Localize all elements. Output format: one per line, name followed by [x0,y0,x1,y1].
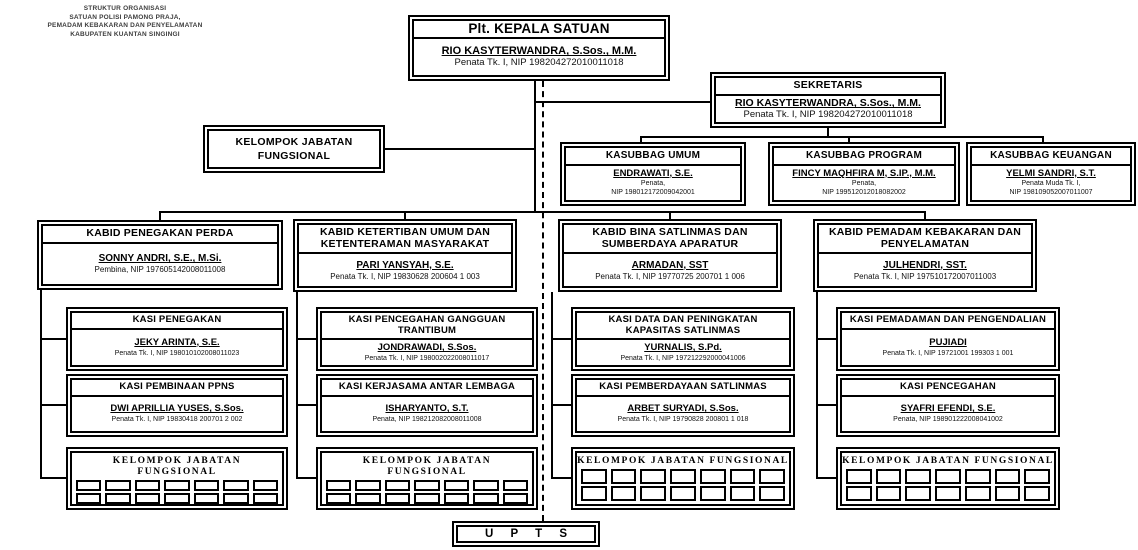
grid-cell [164,480,189,491]
grid-cell [253,493,278,504]
connector-line [816,292,818,479]
grid-cell [223,493,248,504]
grid-cell [414,493,439,504]
connector-line [551,292,553,479]
document-title-line: SATUAN POLISI PAMONG PRAJA, [69,13,181,21]
grid-cell [905,469,931,484]
grid-cell [759,486,785,501]
person-rank-nip: Penata Tk. I, NIP 19770725 200701 1 006 [595,271,745,281]
node-title: KASI PEMADAMAN DAN PENGENDALIAN [842,313,1054,330]
grid-cell [385,480,410,491]
connector-line [40,290,42,479]
person-name: JONDRAWADI, S.Sos. [377,342,477,353]
node-title: KABID PEMADAM KEBAKARAN DAN PENYELAMATAN [819,225,1031,254]
grid-cell [640,469,666,484]
grid-cell [76,493,101,504]
connector-line [816,477,836,479]
node-title: KASUBBAG UMUM [566,148,740,166]
grid-cell [700,486,726,501]
node-frame [70,378,284,433]
node-frame [840,311,1056,367]
grid-cell [640,486,666,501]
grid-cell [846,486,872,501]
document-title-line: STRUKTUR ORGANISASI [83,5,167,12]
person-name: PARI YANSYAH, S.E. [356,259,454,271]
person-rank-nip: Penata Tk. I, NIP 19790828 200801 1 018 [617,416,749,424]
node-kasi-pembinaan-ppns [66,374,288,437]
node-kelompok-fungsional-col2 [316,447,538,510]
node-title: KASUBBAG PROGRAM [774,148,954,166]
node-kasi-data-peningkatan-kapasitas [571,307,795,371]
person-rank-nip: Penata Tk. I, NIP 198010102008011023 [114,349,240,357]
grid-cell [326,493,351,504]
person-name: ARMADAN, SST [631,259,709,271]
node-title: KASI PENCEGAHAN [842,380,1054,397]
node-frame [297,223,513,288]
grid-cell [905,486,931,501]
node-kasubbag-program [768,142,960,206]
connector-line [296,477,316,479]
person-rank-nip: Pembina, NIP 197605142008011008 [94,265,226,275]
connector-line [536,101,710,103]
node-sekretaris [710,72,946,128]
node-kelompok-fungsional-col3 [571,447,795,510]
node-title: KASI KERJASAMA ANTAR LEMBAGA [322,380,532,397]
node-title: KELOMPOK JABATAN FUNGSIONAL [235,136,353,162]
node-frame [564,146,742,202]
functional-grid [322,480,532,507]
grid-cell [444,493,469,504]
node-kelompok-fungsional-col4 [836,447,1060,510]
person-rank-nip: Penata Tk. I, NIP 198204272010011018 [454,57,624,69]
node-title: KELOMPOK JABATAN FUNGSIONAL [362,456,492,477]
node-frame [817,223,1033,288]
grid-cell [135,480,160,491]
node-upts [452,521,600,547]
person-name: PUJIADI [929,336,967,348]
node-kasi-pencegahan [836,374,1060,437]
node-kasi-pencegahan-gangguan-trantibum [316,307,538,371]
grid-cell [326,480,351,491]
person-name: YELMI SANDRI, S.T. [1006,167,1096,179]
grid-cell [876,486,902,501]
grid-cell [876,469,902,484]
grid-cell [995,486,1021,501]
node-title: KASI DATA DAN PENINGKATAN KAPASITAS SATLINMAS [577,313,789,340]
grid-cell [76,480,101,491]
person-name: ENDRAWATI, S.E. [613,167,693,179]
node-kabid-penegakan-perda [37,220,283,290]
connector-line [296,292,298,479]
grid-cell [503,493,528,504]
connector-line [816,404,836,406]
grid-cell [473,493,498,504]
connector-line [816,338,836,340]
grid-cell [473,480,498,491]
person-rank-nip: Penata, NIP 198212082008011008 [372,416,482,424]
node-frame [70,451,284,506]
grid-cell [935,469,961,484]
functional-grid [842,469,1054,504]
person-name: FINCY MAQHFIRA M, S.IP., M.M. [792,167,936,179]
document-title-line: KABUPATEN KUANTAN SINGINGI [70,30,180,38]
node-frame [575,311,791,367]
person-name: RIO KASYTERWANDRA, S.Sos., M.M. [441,45,637,58]
grid-cell [670,486,696,501]
node-title: KABID KETERTIBAN UMUM DAN KETENTERAMAN MASYARAKAT [299,225,511,254]
person-name: YURNALIS, S.Pd. [644,342,722,353]
grid-cell [164,493,189,504]
connector-line [40,338,66,340]
node-frame [575,451,791,506]
person-rank-nip: Penata Tk. I, NIP 198002022008011017 [364,355,490,362]
grid-cell [846,469,872,484]
connector-line [640,136,1044,138]
person-rank-nip: Penata Tk. I, NIP 19830418 200701 2 002 [111,416,243,424]
connector-line-dashed [542,81,544,521]
person-name: RIO KASYTERWANDRA, S.Sos., M.M. [735,97,921,110]
node-kasi-kerjasama-antar-lembaga [316,374,538,437]
node-frame [714,76,942,124]
grid-cell [253,480,278,491]
node-kelompok-jabatan-fungsional [203,125,385,173]
node-title: KABID BINA SATLINMAS DAN SUMBERDAYA APARATUR [564,225,776,254]
person-name: SONNY ANDRI, S.E., M.Si. [98,253,222,265]
grid-cell [385,493,410,504]
person-nip: NIP 198012172009042001 [611,189,695,197]
node-kepala-satuan [408,15,670,81]
document-title-line: PEMADAM KEBAKARAN DAN PENYELAMATAN [47,22,203,29]
grid-cell [700,469,726,484]
node-frame [41,224,279,286]
grid-cell [730,486,756,501]
node-title: KASI PEMBERDAYAAN SATLINMAS [577,380,789,397]
node-kasi-pemadaman-pengendalian [836,307,1060,371]
person-rank: Penata, [851,179,877,187]
node-kasi-pemberdayaan-satlinmas [571,374,795,437]
grid-cell [194,493,219,504]
document-title [10,5,240,39]
grid-cell [414,480,439,491]
connector-line [159,213,161,220]
grid-cell [935,486,961,501]
functional-grid [72,480,282,507]
person-rank: Penata, [640,179,666,187]
grid-cell [670,469,696,484]
grid-cell [759,469,785,484]
node-frame [575,378,791,433]
grid-cell [135,493,160,504]
grid-cell [194,480,219,491]
person-rank-nip: Penata, NIP 198901222008041002 [893,416,1003,424]
grid-cell [105,493,130,504]
node-kelompok-fungsional-col1 [66,447,288,510]
node-title: KASI PEMBINAAN PPNS [72,380,282,397]
connector-line [159,211,926,213]
grid-cell [355,493,380,504]
grid-cell [105,480,130,491]
grid-cell [611,469,637,484]
node-title: KABID PENEGAKAN PERDA [43,226,277,244]
grid-cell [611,486,637,501]
node-kabid-pemadam-kebakaran [813,219,1037,292]
node-kasubbag-keuangan [966,142,1136,206]
connector-line [40,404,66,406]
node-kabid-ketertiban-umum [293,219,517,292]
node-kasubbag-umum [560,142,746,206]
node-frame [772,146,956,202]
node-frame [207,129,381,169]
connector-line [551,477,571,479]
node-frame [320,311,534,367]
person-name: JULHENDRI, SST. [883,259,967,271]
grid-cell [1024,486,1050,501]
grid-cell [965,469,991,484]
node-title: U P T S [484,528,575,540]
grid-cell [730,469,756,484]
node-frame [320,378,534,433]
node-title: KELOMPOK JABATAN FUNGSIONAL [577,456,789,466]
person-rank: Penata Muda Tk. I, [1021,179,1081,187]
connector-line [296,404,316,406]
person-rank-nip: Penata Tk. I, NIP 19830628 200604 1 003 [330,271,480,281]
person-rank-nip: Penata Tk. I, NIP 198204272010011018 [743,109,913,121]
person-rank-nip: Penata Tk. I, NIP 19721001 199303 1 001 [882,349,1014,357]
connector-line [551,404,571,406]
node-title: KELOMPOK JABATAN FUNGSIONAL [112,456,242,477]
grid-cell [965,486,991,501]
person-name: JEKY ARINTA, S.E. [134,336,220,348]
node-title: SEKRETARIS [716,78,940,96]
grid-cell [995,469,1021,484]
connector-line [551,338,571,340]
node-frame [840,378,1056,433]
connector-line [385,148,534,150]
node-title: KELOMPOK JABATAN FUNGSIONAL [842,456,1054,466]
connector-line [296,338,316,340]
node-title: Plt. KEPALA SATUAN [414,21,664,39]
node-frame [456,525,596,543]
grid-cell [223,480,248,491]
node-frame [562,223,778,288]
node-frame [970,146,1132,202]
person-rank-nip: Penata Tk. I, NIP 197510172007011003 [853,271,997,281]
person-nip: NIP 198109052007011007 [1009,189,1093,197]
grid-cell [503,480,528,491]
node-kasi-penegakan [66,307,288,371]
node-frame [840,451,1056,506]
node-title: KASI PENEGAKAN [72,313,282,330]
grid-cell [581,486,607,501]
connector-line [40,477,66,479]
node-title: KASUBBAG KEUANGAN [972,148,1130,166]
person-name: ARBET SURYADI, S.Sos. [627,403,739,415]
grid-cell [1024,469,1050,484]
grid-cell [355,480,380,491]
person-nip: NIP 199512012018082002 [822,189,906,197]
node-frame [320,451,534,506]
person-name: DWI APRILLIA YUSES, S.Sos. [110,403,244,415]
person-name: ISHARYANTO, S.T. [385,403,469,415]
person-name: SYAFRI EFENDI, S.E. [900,403,996,415]
functional-grid [577,469,789,504]
grid-cell [444,480,469,491]
person-rank-nip: Penata Tk. I, NIP 197212292000041006 [620,355,746,362]
grid-cell [581,469,607,484]
node-frame [412,19,666,77]
node-title: KASI PENCEGAHAN GANGGUAN TRANTIBUM [322,313,532,340]
node-frame [70,311,284,367]
node-kabid-bina-satlinmas [558,219,782,292]
